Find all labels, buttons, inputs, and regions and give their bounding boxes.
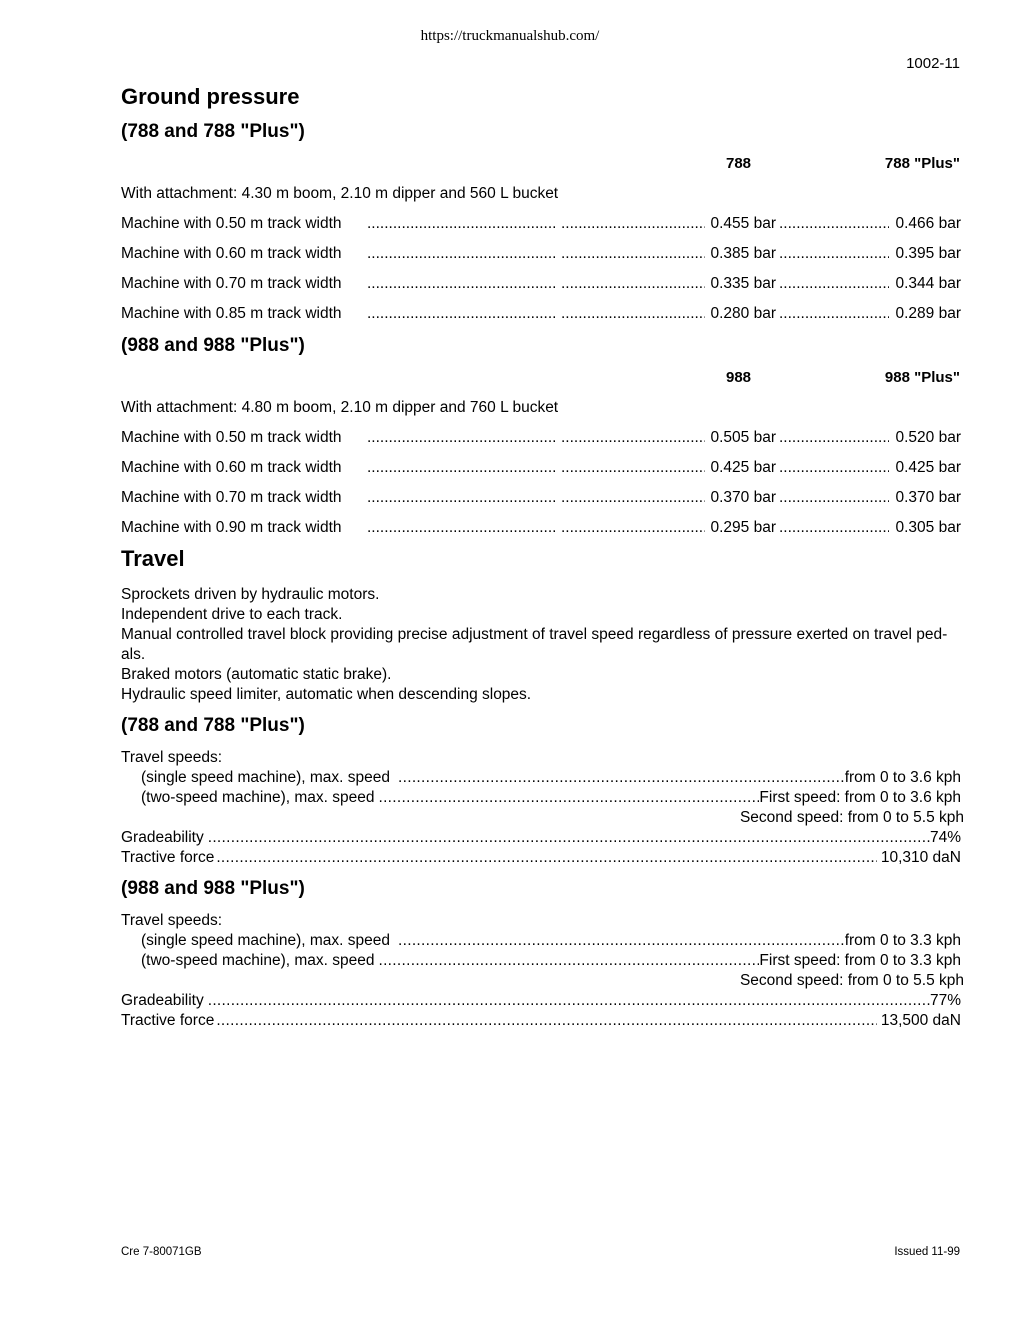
spec-row xyxy=(141,952,961,972)
column-header-788: 788 xyxy=(726,155,752,172)
intro-line: als. xyxy=(121,646,146,663)
dot-leader xyxy=(398,769,845,787)
dot-leader xyxy=(216,849,877,867)
intro-line: Manual controlled travel block providing precise adjustment of travel speed regardless of pressure exerted on travel ped- xyxy=(121,626,948,643)
spec-label: Tractive force xyxy=(121,1012,215,1029)
row-label: Machine with 0.60 m track width xyxy=(121,245,342,262)
intro-line: Independent drive to each track. xyxy=(121,606,343,623)
spec-label: (two-speed machine), max. speed xyxy=(141,789,375,806)
spec-value: from 0 to 3.3 kph xyxy=(844,932,961,949)
spec-value: 13,500 daN xyxy=(880,1012,961,1029)
value-788-plus: 0.344 bar xyxy=(895,275,961,292)
dot-leader xyxy=(561,459,705,477)
group-heading-988: (988 and 988 "Plus") xyxy=(121,878,305,899)
value-788: 0.385 bar xyxy=(710,245,776,262)
spec-row xyxy=(121,1012,961,1032)
spec-row xyxy=(141,789,961,809)
dot-leader xyxy=(367,489,557,507)
spec-row xyxy=(141,769,961,789)
dot-leader xyxy=(367,429,557,447)
group-heading-788: (788 and 788 "Plus") xyxy=(121,715,305,736)
dot-leader xyxy=(208,992,930,1010)
spec-row xyxy=(121,849,961,869)
value-988: 0.295 bar xyxy=(710,519,776,536)
dot-leader xyxy=(779,459,889,477)
spec-label: (two-speed machine), max. speed xyxy=(141,952,375,969)
section-title-ground-pressure: Ground pressure xyxy=(121,84,300,109)
dot-leader xyxy=(398,932,845,950)
dot-leader xyxy=(378,789,759,807)
column-header-988-plus: 988 "Plus" xyxy=(884,369,960,386)
spec-value: 77% xyxy=(929,992,961,1009)
table-row xyxy=(121,519,961,539)
row-label: Machine with 0.60 m track width xyxy=(121,459,342,476)
value-988-plus: 0.520 bar xyxy=(895,429,961,446)
row-label: Machine with 0.50 m track width xyxy=(121,215,342,232)
dot-leader xyxy=(779,489,889,507)
dot-leader xyxy=(367,459,557,477)
spec-row xyxy=(141,932,961,952)
value-788-plus: 0.395 bar xyxy=(895,245,961,262)
dot-leader xyxy=(561,519,705,537)
value-788-plus: 0.466 bar xyxy=(895,215,961,232)
value-988-plus: 0.305 bar xyxy=(895,519,961,536)
dot-leader xyxy=(779,429,889,447)
row-label: Machine with 0.70 m track width xyxy=(121,275,342,292)
row-label: Machine with 0.90 m track width xyxy=(121,519,342,536)
intro-line: Hydraulic speed limiter, automatic when descending slopes. xyxy=(121,686,532,703)
spec-value: 10,310 daN xyxy=(880,849,961,866)
value-988-plus: 0.370 bar xyxy=(895,489,961,506)
dot-leader xyxy=(367,519,557,537)
spec-value: from 0 to 3.6 kph xyxy=(844,769,961,786)
table-row xyxy=(121,429,961,449)
dot-leader xyxy=(367,215,557,233)
dot-leader xyxy=(216,1012,877,1030)
row-label: Machine with 0.50 m track width xyxy=(121,429,342,446)
dot-leader xyxy=(561,429,705,447)
value-988: 0.425 bar xyxy=(710,459,776,476)
spec-label: Tractive force xyxy=(121,849,215,866)
value-988-plus: 0.425 bar xyxy=(895,459,961,476)
table-row xyxy=(121,245,961,265)
value-988: 0.370 bar xyxy=(710,489,776,506)
dot-leader xyxy=(208,829,930,847)
attachment-description: With attachment: 4.80 m boom, 2.10 m dipper and 760 L bucket xyxy=(121,399,559,416)
dot-leader xyxy=(779,305,889,323)
dot-leader xyxy=(561,305,705,323)
spec-value: First speed: from 0 to 3.6 kph xyxy=(759,789,961,806)
travel-speeds-label: Travel speeds: xyxy=(121,749,223,766)
attachment-description: With attachment: 4.30 m boom, 2.10 m dipper and 560 L bucket xyxy=(121,185,559,202)
spec-value: First speed: from 0 to 3.3 kph xyxy=(759,952,961,969)
value-788-plus: 0.289 bar xyxy=(895,305,961,322)
dot-leader xyxy=(367,305,557,323)
column-header-988: 988 xyxy=(726,369,752,386)
dot-leader xyxy=(367,245,557,263)
value-788: 0.280 bar xyxy=(710,305,776,322)
group-heading-788: (788 and 788 "Plus") xyxy=(121,121,305,142)
second-speed-value: Second speed: from 0 to 5.5 kph xyxy=(739,972,964,989)
dot-leader xyxy=(561,215,705,233)
value-788: 0.335 bar xyxy=(710,275,776,292)
spec-value: 74% xyxy=(929,829,961,846)
column-header-788-plus: 788 "Plus" xyxy=(884,155,960,172)
dot-leader xyxy=(779,245,889,263)
spec-label: Gradeability xyxy=(121,829,204,846)
document-code: Cre 7-80071GB xyxy=(121,1246,202,1258)
table-row xyxy=(121,305,961,325)
source-url: https://truckmanualshub.com/ xyxy=(420,28,600,44)
table-row xyxy=(121,459,961,479)
row-label: Machine with 0.85 m track width xyxy=(121,305,342,322)
dot-leader xyxy=(367,275,557,293)
page-number: 1002-11 xyxy=(906,55,960,72)
value-988: 0.505 bar xyxy=(710,429,776,446)
intro-line: Braked motors (automatic static brake). xyxy=(121,666,392,683)
spec-label: Gradeability xyxy=(121,992,204,1009)
spec-row xyxy=(121,829,961,849)
table-row xyxy=(121,275,961,295)
issue-date: Issued 11-99 xyxy=(894,1246,960,1258)
dot-leader xyxy=(561,245,705,263)
spec-row xyxy=(121,992,961,1012)
spec-label: (single speed machine), max. speed xyxy=(141,932,390,949)
dot-leader xyxy=(561,489,705,507)
intro-line: Sprockets driven by hydraulic motors. xyxy=(121,586,380,603)
dot-leader xyxy=(561,275,705,293)
table-row xyxy=(121,215,961,235)
dot-leader xyxy=(779,275,889,293)
second-speed-value: Second speed: from 0 to 5.5 kph xyxy=(739,809,964,826)
value-788: 0.455 bar xyxy=(710,215,776,232)
section-title-travel: Travel xyxy=(121,546,185,571)
dot-leader xyxy=(779,215,889,233)
row-label: Machine with 0.70 m track width xyxy=(121,489,342,506)
group-heading-988: (988 and 988 "Plus") xyxy=(121,335,305,356)
spec-label: (single speed machine), max. speed xyxy=(141,769,390,786)
table-row xyxy=(121,489,961,509)
dot-leader xyxy=(378,952,759,970)
dot-leader xyxy=(779,519,889,537)
travel-speeds-label: Travel speeds: xyxy=(121,912,223,929)
